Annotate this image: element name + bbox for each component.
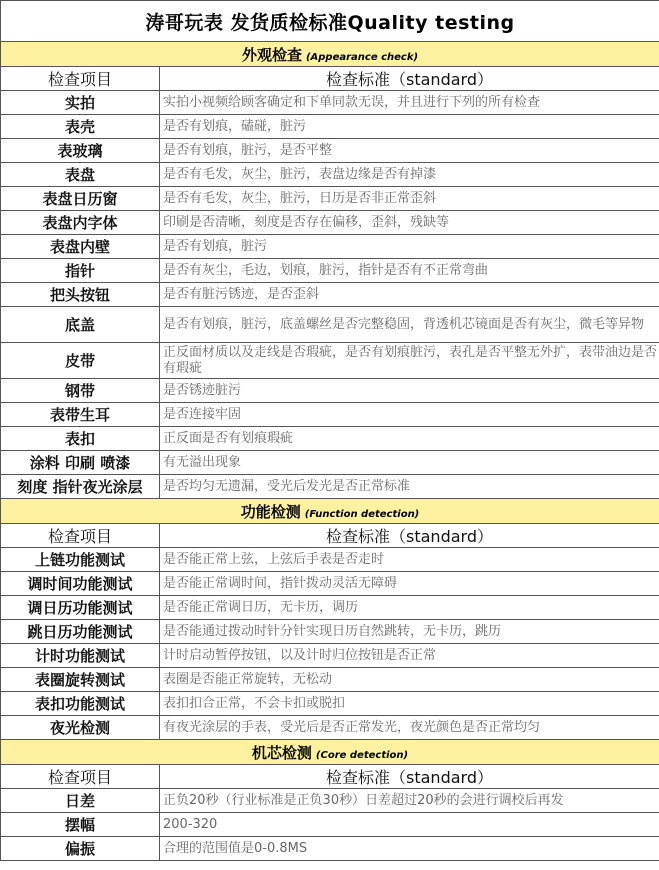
section-header — [1, 499, 659, 524]
check-item: 摆幅 — [1, 813, 160, 837]
section-header — [1, 740, 659, 765]
table-row — [1, 596, 659, 620]
column-header-item: 检查项目 — [1, 524, 160, 548]
check-standard: 合理的范围值是0-0.8MS — [160, 837, 659, 861]
table-row — [1, 644, 659, 668]
table-row — [1, 475, 659, 499]
check-standard: 是否有划痕，脏污 — [160, 235, 659, 259]
check-item: 表扣功能测试 — [1, 692, 160, 716]
check-standard: 是否均匀无遗漏，受光后发光是否正常标准 — [160, 475, 659, 499]
check-standard: 印刷是否清晰，刻度是否存在偏移，歪斜，残缺等 — [160, 211, 659, 235]
section-title — [1, 740, 659, 765]
check-item: 调日历功能测试 — [1, 596, 160, 620]
check-item: 调时间功能测试 — [1, 572, 160, 596]
check-item: 表玻璃 — [1, 139, 160, 163]
check-standard: 表圈是否能正常旋转，无松动 — [160, 668, 659, 692]
check-standard: 有无溢出现象 — [160, 451, 659, 475]
check-standard: 是否能正常上弦，上弦后手表是否走时 — [160, 548, 659, 572]
section-name-en: (Function detection) — [304, 508, 420, 520]
section-name-en: (Core detection) — [315, 749, 409, 761]
column-header-item: 检查项目 — [1, 67, 160, 91]
check-standard: 是否能通过拨动时针分针实现日历自然跳转，无卡历，跳历 — [160, 620, 659, 644]
table-row — [1, 91, 659, 115]
column-header-row — [1, 67, 659, 91]
check-standard: 是否有划痕，脏污，底盖螺丝是否完整稳固，背透机芯镜面是否有灰尘，微毛等异物 — [160, 307, 659, 343]
table-row — [1, 427, 659, 451]
column-header-row — [1, 524, 659, 548]
check-item: 上链功能测试 — [1, 548, 160, 572]
check-item: 夜光检测 — [1, 716, 160, 740]
section-name: 外观检查 — [241, 45, 302, 64]
check-standard: 是否有毛发，灰尘，脏污，日历是否非正常歪斜 — [160, 187, 659, 211]
table-row — [1, 668, 659, 692]
column-header-row — [1, 765, 659, 789]
check-item: 表盘内字体 — [1, 211, 160, 235]
table-row — [1, 716, 659, 740]
check-standard: 是否有划痕，磕碰，脏污 — [160, 115, 659, 139]
check-item: 表盘 — [1, 163, 160, 187]
check-item: 日差 — [1, 789, 160, 813]
section-title — [1, 499, 659, 524]
check-standard: 是否能正常调时间，指针拨动灵活无障碍 — [160, 572, 659, 596]
check-standard: 正反面是否有划痕瑕疵 — [160, 427, 659, 451]
page-title: 涛哥玩表 发货质检标准Quality testing — [1, 1, 659, 42]
section-title — [1, 42, 659, 67]
column-header-standard: 检查标准（standard） — [160, 765, 659, 789]
check-item: 涂料 印刷 喷漆 — [1, 451, 160, 475]
check-item: 表盘内壁 — [1, 235, 160, 259]
check-standard: 计时启动暂停按钮，以及计时归位按钮是否正常 — [160, 644, 659, 668]
table-row — [1, 789, 659, 813]
table-row — [1, 572, 659, 596]
check-item: 指针 — [1, 259, 160, 283]
check-item: 表带生耳 — [1, 403, 160, 427]
column-header-standard: 检查标准（standard） — [160, 524, 659, 548]
column-header-item: 检查项目 — [1, 765, 160, 789]
table-row — [1, 163, 659, 187]
table-row — [1, 283, 659, 307]
section-header — [1, 42, 659, 67]
check-standard: 是否连接牢固 — [160, 403, 659, 427]
table-row — [1, 379, 659, 403]
check-standard: 是否有脏污锈迹，是否歪斜 — [160, 283, 659, 307]
check-item: 表圈旋转测试 — [1, 668, 160, 692]
column-header-standard: 检查标准（standard） — [160, 67, 659, 91]
table-row — [1, 451, 659, 475]
section-name: 机芯检测 — [251, 743, 312, 762]
table-row — [1, 403, 659, 427]
table-row — [1, 548, 659, 572]
table-row — [1, 139, 659, 163]
check-standard: 有夜光涂层的手表，受光后是否正常发光，夜光颜色是否正常均匀 — [160, 716, 659, 740]
table-row — [1, 620, 659, 644]
table-row — [1, 813, 659, 837]
check-item: 跳日历功能测试 — [1, 620, 160, 644]
check-standard: 正负20秒（行业标准是正负30秒）日差超过20秒的会进行调校后再发 — [160, 789, 659, 813]
check-item: 表盘日历窗 — [1, 187, 160, 211]
check-standard: 实拍小视频给顾客确定和下单同款无误，并且进行下列的所有检查 — [160, 91, 659, 115]
check-item: 表壳 — [1, 115, 160, 139]
section-name: 功能检测 — [240, 502, 301, 521]
check-item: 偏振 — [1, 837, 160, 861]
check-item: 钢带 — [1, 379, 160, 403]
table-row — [1, 259, 659, 283]
check-item: 实拍 — [1, 91, 160, 115]
check-standard: 200-320 — [160, 813, 659, 837]
table-row — [1, 187, 659, 211]
check-standard: 表扣扣合正常，不会卡扣或脱扣 — [160, 692, 659, 716]
check-item: 刻度 指针夜光涂层 — [1, 475, 160, 499]
check-standard: 是否能正常调日历，无卡历，调历 — [160, 596, 659, 620]
table-row — [1, 211, 659, 235]
section-name-en: (Appearance check) — [305, 51, 419, 63]
check-item: 把头按钮 — [1, 283, 160, 307]
table-row — [1, 115, 659, 139]
table-row — [1, 837, 659, 861]
table-row — [1, 343, 659, 379]
table-row — [1, 307, 659, 343]
check-standard: 是否锈迹脏污 — [160, 379, 659, 403]
check-item: 皮带 — [1, 343, 160, 379]
check-item: 计时功能测试 — [1, 644, 160, 668]
check-standard: 是否有划痕，脏污，是否平整 — [160, 139, 659, 163]
check-standard: 是否有毛发，灰尘，脏污，表盘边缘是否有掉漆 — [160, 163, 659, 187]
check-standard: 是否有灰尘，毛边，划痕，脏污，指针是否有不正常弯曲 — [160, 259, 659, 283]
check-item: 表扣 — [1, 427, 160, 451]
check-standard: 正反面材质以及走线是否瑕疵，是否有划痕脏污，表孔是否平整无外扩，表带油边是否有瑕疵 — [160, 343, 659, 379]
table-row — [1, 235, 659, 259]
check-item: 底盖 — [1, 307, 160, 343]
table-row — [1, 692, 659, 716]
